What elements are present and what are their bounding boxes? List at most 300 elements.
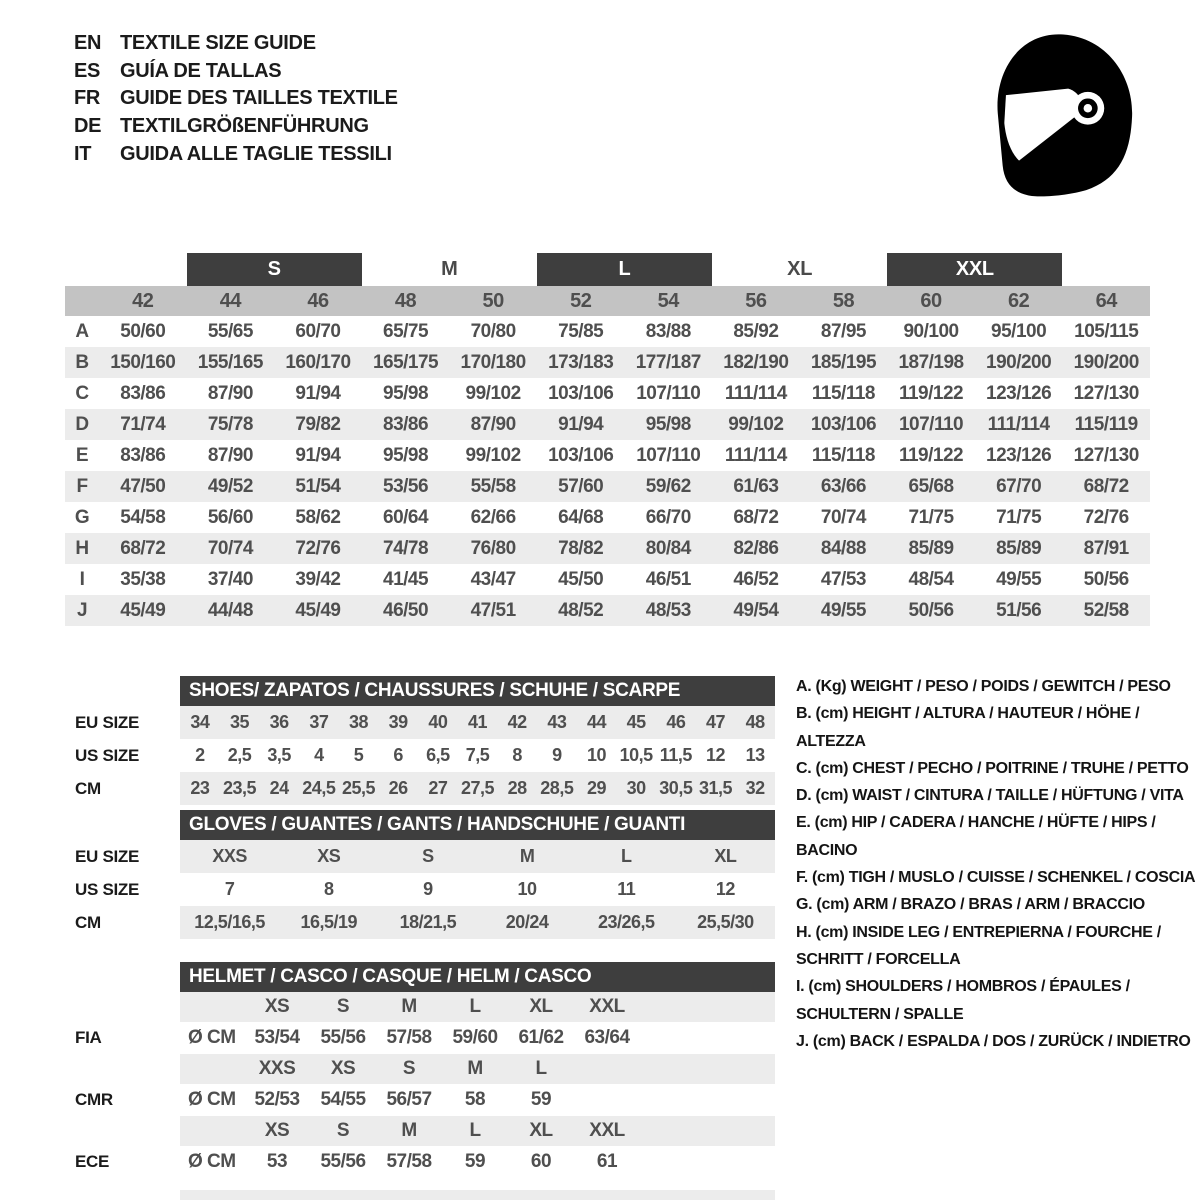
- helmet-size-header: XXS: [244, 1054, 310, 1084]
- shoes-cell: 24,5: [299, 772, 339, 805]
- numeric-size-header: 64: [1062, 286, 1150, 316]
- size-value-cell: 54/58: [120, 506, 166, 528]
- measure-row-label: H: [65, 533, 99, 564]
- helmet-size-header: XL: [508, 1116, 574, 1146]
- size-value-cell: 63/66: [800, 471, 888, 502]
- language-label: TEXTILE SIZE GUIDE: [120, 32, 316, 55]
- size-value-cell: 67/70: [975, 471, 1063, 502]
- size-value-cell: 64/68: [558, 506, 604, 528]
- helmet-size-header: L: [442, 992, 508, 1022]
- size-value-cell: 49/55: [800, 595, 888, 626]
- size-value-cell: 95/98: [383, 382, 429, 404]
- shoes-cell: 46: [656, 706, 696, 739]
- shoes-cell: 28: [497, 772, 537, 805]
- gloves-cell: 8: [323, 879, 334, 899]
- measurement-legend: [796, 673, 1196, 1055]
- helmet-value-cell: 61/62: [518, 1027, 564, 1048]
- size-value-cell: 187/198: [887, 347, 975, 378]
- language-row: [74, 113, 398, 141]
- measure-row-label: C: [75, 382, 89, 404]
- gloves-cell: S: [378, 840, 477, 873]
- shoes-cell: 9: [552, 745, 562, 765]
- letter-size-band: S: [187, 253, 362, 286]
- size-value-cell: 60/70: [295, 320, 341, 342]
- size-value-cell: 71/75: [996, 506, 1042, 528]
- size-value-cell: 58/62: [295, 506, 341, 528]
- shoes-cell: 45: [616, 706, 656, 739]
- language-label: GUIDA ALLE TAGLIE TESSILI: [120, 142, 392, 165]
- size-value-cell: 173/183: [537, 347, 625, 378]
- size-value-cell: 47/51: [449, 595, 537, 626]
- numeric-size-header: 46: [274, 286, 362, 316]
- size-value-cell: 87/95: [820, 320, 866, 342]
- size-value-cell: 99/102: [712, 409, 800, 440]
- helmet-grid: [180, 992, 775, 1178]
- gloves-cell: 18/21,5: [378, 906, 477, 939]
- size-value-cell: 51/56: [975, 595, 1063, 626]
- shoes-cell: 4: [314, 745, 324, 765]
- shoes-row-label: US SIZE: [75, 745, 140, 765]
- gloves-grid: [180, 840, 775, 939]
- legend-item: J. (cm) BACK / ESPALDA / DOS / ZURÜCK / INDIETRO: [796, 1032, 1191, 1050]
- shoes-row-label: EU SIZE: [75, 712, 140, 732]
- shoes-cell: 47: [696, 706, 736, 739]
- size-value-cell: 87/90: [207, 382, 253, 404]
- size-value-cell: 70/74: [187, 533, 275, 564]
- size-value-cell: 123/126: [986, 382, 1052, 404]
- size-value-cell: 70/74: [820, 506, 866, 528]
- size-value-cell: 74/78: [362, 533, 450, 564]
- size-value-cell: 52/58: [1062, 595, 1150, 626]
- numeric-size-header: 60: [887, 286, 975, 316]
- numeric-header-spacer: [65, 286, 99, 316]
- shoes-cell: 41: [458, 706, 498, 739]
- shoes-cell: 7,5: [465, 745, 490, 765]
- size-value-cell: 37/40: [207, 568, 253, 590]
- shoes-cell: 6: [393, 745, 403, 765]
- gloves-cell: 12,5/16,5: [180, 906, 279, 939]
- gloves-cell: 16,5/19: [279, 906, 378, 939]
- helmet-size-header: S: [376, 1054, 442, 1084]
- helmet-value-cell: 60: [530, 1151, 552, 1172]
- size-value-cell: 47/53: [820, 568, 866, 590]
- size-value-cell: 72/76: [1083, 506, 1129, 528]
- size-value-cell: 78/82: [537, 533, 625, 564]
- size-value-cell: 44/48: [187, 595, 275, 626]
- language-label: GUÍA DE TALLAS: [120, 59, 282, 82]
- size-value-cell: 119/122: [898, 382, 964, 404]
- shoes-cell: 40: [418, 706, 458, 739]
- size-value-cell: 170/180: [449, 347, 537, 378]
- shoes-cell: 32: [735, 772, 775, 805]
- helmet-value-cell: 56/57: [386, 1089, 432, 1110]
- gloves-cell: 11: [617, 879, 636, 899]
- shoes-cell: 42: [497, 706, 537, 739]
- language-list: [74, 30, 398, 168]
- size-value-cell: 95/100: [991, 320, 1047, 342]
- size-value-cell: 119/122: [898, 444, 964, 466]
- size-value-cell: 80/84: [625, 533, 713, 564]
- size-value-cell: 48/53: [625, 595, 713, 626]
- numeric-size-header: 62: [975, 286, 1063, 316]
- measure-row-label: I: [79, 568, 85, 590]
- gloves-cell: 10: [517, 879, 537, 899]
- size-value-cell: 115/118: [811, 444, 875, 466]
- language-label: TEXTILGRÖßENFÜHRUNG: [120, 115, 369, 138]
- shoes-cell: 2,5: [227, 745, 252, 765]
- shoes-cell: 36: [259, 706, 299, 739]
- size-value-cell: 182/190: [712, 347, 800, 378]
- numeric-size-header: 58: [800, 286, 888, 316]
- size-value-cell: 155/165: [187, 347, 275, 378]
- gloves-cell: 25,5/30: [676, 906, 775, 939]
- helmet-size-header: XXL: [574, 992, 640, 1022]
- numeric-size-header: 50: [449, 286, 537, 316]
- shoes-row-label: CM: [75, 778, 101, 798]
- size-value-cell: 123/126: [986, 444, 1052, 466]
- size-value-cell: 160/170: [274, 347, 362, 378]
- language-code: IT: [74, 142, 92, 165]
- size-value-cell: 68/72: [733, 506, 779, 528]
- language-row: [74, 140, 398, 168]
- size-value-cell: 39/42: [295, 568, 341, 590]
- size-value-cell: 95/98: [625, 409, 713, 440]
- gloves-cell: 12: [715, 879, 735, 899]
- size-value-cell: 91/94: [295, 444, 341, 466]
- size-value-cell: 65/75: [383, 320, 429, 342]
- size-value-cell: 48/52: [537, 595, 625, 626]
- numeric-size-header: 44: [187, 286, 275, 316]
- letter-size-band: L: [537, 253, 712, 286]
- shoes-cell: 10: [586, 745, 606, 765]
- size-value-cell: 85/89: [975, 533, 1063, 564]
- language-row: [74, 30, 398, 58]
- size-value-cell: 55/58: [449, 471, 537, 502]
- legend-item: F. (cm) TIGH / MUSLO / CUISSE / SCHENKEL / COSCIA: [796, 869, 1196, 887]
- size-value-cell: 49/54: [712, 595, 800, 626]
- size-value-cell: 82/86: [712, 533, 800, 564]
- size-value-cell: 127/130: [1073, 382, 1139, 404]
- size-value-cell: 91/94: [295, 382, 341, 404]
- language-code: FR: [74, 87, 101, 110]
- helmet-size-header: S: [310, 992, 376, 1022]
- helmet-size-header: XS: [244, 992, 310, 1022]
- helmet-standard-label: FIA: [75, 1028, 102, 1047]
- size-value-cell: 53/56: [362, 471, 450, 502]
- size-value-cell: 99/102: [465, 382, 521, 404]
- size-value-cell: 61/63: [712, 471, 800, 502]
- legend-item: C. (cm) CHEST / PECHO / POITRINE / TRUHE / PETTO: [796, 759, 1189, 777]
- size-value-cell: 60/64: [383, 506, 429, 528]
- shoes-cell: 6,5: [426, 745, 450, 765]
- shoes-cell: 39: [378, 706, 418, 739]
- helmet-size-header: [574, 1054, 640, 1084]
- size-value-cell: 49/52: [187, 471, 275, 502]
- shoes-cell: 13: [745, 745, 765, 765]
- shoes-cell: 25,5: [339, 772, 379, 805]
- size-value-cell: 45/49: [99, 595, 187, 626]
- helmet-standard-label: CMR: [75, 1090, 113, 1109]
- shoes-cell: 30: [616, 772, 656, 805]
- language-label: GUIDE DES TAILLES TEXTILE: [120, 87, 398, 110]
- letter-size-band: XXL: [887, 253, 1062, 286]
- gloves-cell: XS: [279, 840, 378, 873]
- size-value-cell: 50/56: [887, 595, 975, 626]
- size-value-cell: 70/80: [470, 320, 516, 342]
- shoes-grid: [180, 706, 775, 805]
- helmet-value-cell: 59: [464, 1151, 486, 1172]
- shoes-row-labels: [65, 676, 180, 805]
- shoes-cell: 44: [577, 706, 617, 739]
- measure-row-label: B: [65, 347, 99, 378]
- helmet-size-header: XXL: [574, 1116, 640, 1146]
- size-value-cell: 165/175: [362, 347, 450, 378]
- gloves-cell: 20/24: [477, 906, 576, 939]
- helmet-value-filler: [640, 1084, 775, 1116]
- size-value-cell: 84/88: [800, 533, 888, 564]
- helmet-value-cell: 54/55: [320, 1089, 366, 1110]
- size-value-cell: 107/110: [887, 409, 975, 440]
- language-code: DE: [74, 115, 102, 138]
- shoes-cell: 23: [180, 772, 220, 805]
- helmet-value-cell: 55/56: [320, 1027, 366, 1048]
- shoes-cell: 10,5: [619, 745, 653, 765]
- shoes-cell: 48: [735, 706, 775, 739]
- helmet-value-cell: 61: [596, 1151, 618, 1172]
- shoes-cell: 11,5: [659, 745, 692, 765]
- shoes-cell: 12: [705, 745, 725, 765]
- helmet-value-cell: 53: [266, 1151, 288, 1172]
- gloves-cell: L: [577, 840, 676, 873]
- helmet-value-cell: 58: [464, 1089, 486, 1110]
- measure-row-label: A: [75, 320, 89, 342]
- shoes-label-spacer: [65, 676, 180, 706]
- measure-row-label: D: [65, 409, 99, 440]
- size-value-cell: 150/160: [99, 347, 187, 378]
- size-value-cell: 59/62: [625, 471, 713, 502]
- size-value-cell: 35/38: [120, 568, 166, 590]
- size-value-cell: 83/86: [120, 382, 166, 404]
- helmet-value-cell: 59/60: [452, 1027, 498, 1048]
- size-value-cell: 55/65: [207, 320, 253, 342]
- size-value-cell: 105/115: [1074, 320, 1139, 342]
- shoes-cell: 5: [353, 745, 364, 765]
- helmet-size-header: L: [508, 1054, 574, 1084]
- helmet-size-header: S: [310, 1116, 376, 1146]
- helmet-standard-label: ECE: [75, 1152, 110, 1171]
- size-value-cell: 177/187: [625, 347, 713, 378]
- size-value-cell: 62/66: [470, 506, 516, 528]
- helmet-size-header: M: [376, 992, 442, 1022]
- size-value-cell: 83/88: [645, 320, 691, 342]
- helmet-title: HELMET / CASCO / CASQUE / HELM / CASCO: [180, 962, 775, 992]
- size-value-cell: 115/119: [1062, 409, 1150, 440]
- size-value-cell: 83/86: [362, 409, 450, 440]
- helmet-unit-cell: Ø CM: [188, 1089, 236, 1110]
- size-value-cell: 190/200: [975, 347, 1063, 378]
- size-value-cell: 76/80: [449, 533, 537, 564]
- numeric-size-header: 42: [99, 286, 187, 316]
- legend-item: D. (cm) WAIST / CINTURA / TAILLE / HÜFTUNG / VITA: [796, 787, 1184, 805]
- size-value-cell: 43/47: [470, 568, 516, 590]
- size-value-cell: 71/75: [908, 506, 954, 528]
- size-value-cell: 87/91: [1062, 533, 1150, 564]
- helmet-value-cell: 57/58: [386, 1027, 432, 1048]
- size-value-cell: 50/60: [120, 320, 166, 342]
- size-value-cell: 68/72: [99, 533, 187, 564]
- language-row: [74, 85, 398, 113]
- size-value-cell: 85/89: [887, 533, 975, 564]
- shoes-cell: 8: [512, 745, 522, 765]
- letter-size-band: XL: [787, 258, 813, 280]
- size-value-cell: 51/54: [274, 471, 362, 502]
- legend-item: E. (cm) HIP / CADERA / HANCHE / HÜFTE / HIPS / BACINO: [796, 814, 1156, 859]
- size-value-cell: 111/114: [975, 409, 1063, 440]
- helmet-value-cell: 53/54: [254, 1027, 300, 1048]
- size-value-cell: 45/50: [558, 568, 604, 590]
- helmet-value-filler: [640, 1146, 775, 1178]
- size-value-cell: 79/82: [274, 409, 362, 440]
- size-value-cell: 72/76: [274, 533, 362, 564]
- size-value-cell: 103/106: [800, 409, 888, 440]
- helmet-size-header: L: [442, 1116, 508, 1146]
- legend-item: H. (cm) INSIDE LEG / ENTREPIERNA / FOURCHE / SCHRITT / FORCELLA: [796, 923, 1161, 968]
- helmet-value-cell: [574, 1084, 640, 1116]
- helmet-unit-cell: Ø CM: [188, 1151, 236, 1172]
- helmet-size-spacer: [180, 992, 244, 1022]
- helmet-value-cell: 52/53: [254, 1089, 300, 1110]
- size-value-cell: 71/74: [99, 409, 187, 440]
- shoes-cell: 27,5: [458, 772, 498, 805]
- legend-item: G. (cm) ARM / BRAZO / BRAS / ARM / BRACCIO: [796, 896, 1145, 914]
- gloves-row-label: US SIZE: [75, 879, 140, 899]
- helmet-value-cell: 59: [530, 1089, 552, 1110]
- size-value-cell: 49/55: [996, 568, 1042, 590]
- size-value-cell: 107/110: [636, 444, 701, 466]
- gloves-label-spacer: [65, 810, 180, 840]
- measure-row-label: E: [75, 444, 89, 466]
- size-value-cell: 127/130: [1073, 444, 1139, 466]
- legend-item: A. (Kg) WEIGHT / PESO / POIDS / GEWITCH / PESO: [796, 678, 1171, 695]
- helmet-size-spacer: [180, 1116, 244, 1146]
- shoes-cell: 28,5: [537, 772, 577, 805]
- gloves-cell: 23/26,5: [577, 906, 676, 939]
- size-value-cell: 85/92: [733, 320, 779, 342]
- size-value-cell: 50/56: [1083, 568, 1129, 590]
- size-value-cell: 66/70: [645, 506, 691, 528]
- shoes-cell: 23,5: [220, 772, 260, 805]
- band-spacer: [65, 253, 187, 286]
- gloves-row-label: EU SIZE: [75, 846, 140, 866]
- size-value-cell: 46/52: [733, 568, 779, 590]
- helmet-size-header: XS: [310, 1054, 376, 1084]
- band-spacer: [1062, 253, 1150, 286]
- size-value-cell: 111/114: [724, 382, 787, 404]
- measure-row-label: F: [65, 471, 99, 502]
- shoes-cell: 37: [299, 706, 339, 739]
- helmet-value-filler: [640, 1022, 775, 1054]
- gloves-row-labels: [65, 810, 180, 939]
- numeric-size-header: 48: [362, 286, 450, 316]
- size-value-cell: 75/85: [558, 320, 604, 342]
- size-value-cell: 75/78: [187, 409, 275, 440]
- size-value-cell: 47/50: [99, 471, 187, 502]
- numeric-size-header: 54: [625, 286, 713, 316]
- size-value-cell: 46/51: [645, 568, 691, 590]
- measure-row-label: G: [74, 506, 90, 528]
- size-value-cell: 91/94: [537, 409, 625, 440]
- size-value-cell: 115/118: [811, 382, 875, 404]
- helmet-value-cell: 63/64: [584, 1027, 630, 1048]
- size-value-cell: 99/102: [465, 444, 521, 466]
- helmet-size-filler: [640, 992, 775, 1022]
- size-value-cell: 68/72: [1062, 471, 1150, 502]
- gloves-cell: XL: [676, 840, 775, 873]
- helmet-size-header: XS: [244, 1116, 310, 1146]
- legend-item: B. (cm) HEIGHT / ALTURA / HAUTEUR / HÖHE / ALTEZZA: [796, 705, 1140, 750]
- helmet-value-cell: 57/58: [386, 1151, 432, 1172]
- size-value-cell: 185/195: [800, 347, 888, 378]
- shoes-cell: 26: [378, 772, 418, 805]
- shoes-cell: 2: [195, 745, 205, 765]
- helmet-size-header: M: [442, 1054, 508, 1084]
- shoes-cell: 34: [180, 706, 220, 739]
- size-value-cell: 103/106: [548, 382, 614, 404]
- language-code: EN: [74, 32, 102, 55]
- size-value-cell: 190/200: [1062, 347, 1150, 378]
- numeric-size-header: 52: [537, 286, 625, 316]
- size-value-cell: 90/100: [903, 320, 959, 342]
- helmet-section: [65, 962, 775, 1178]
- gloves-cell: XXS: [180, 840, 279, 873]
- helmet-size-filler: [640, 1054, 775, 1084]
- helmet-value-cell: 55/56: [320, 1151, 366, 1172]
- helmet-size-header: M: [376, 1116, 442, 1146]
- gloves-row-label: CM: [75, 912, 101, 932]
- size-value-cell: 95/98: [383, 444, 429, 466]
- size-value-cell: 87/90: [449, 409, 537, 440]
- size-value-cell: 41/45: [383, 568, 429, 590]
- gloves-title: GLOVES / GUANTES / GANTS / HANDSCHUHE / GUANTI: [180, 810, 775, 840]
- size-value-cell: 56/60: [207, 506, 253, 528]
- size-value-cell: 103/106: [548, 444, 614, 466]
- helmet-size-filler: [640, 1116, 775, 1146]
- gloves-section: [65, 810, 775, 939]
- helmet-unit-cell: Ø CM: [188, 1027, 236, 1048]
- shoes-cell: 43: [537, 706, 577, 739]
- helmet-size-spacer: [180, 1054, 244, 1084]
- size-value-cell: 111/114: [724, 444, 787, 466]
- size-value-cell: 83/86: [120, 444, 166, 466]
- shoes-cell: 27: [418, 772, 458, 805]
- size-value-cell: 65/68: [887, 471, 975, 502]
- shoes-cell: 31,5: [696, 772, 736, 805]
- gloves-cell: M: [477, 840, 576, 873]
- main-size-table: [65, 253, 1150, 626]
- helmet-row-labels: [65, 962, 180, 1178]
- gloves-cell: 7: [224, 879, 235, 899]
- size-value-cell: 87/90: [207, 444, 253, 466]
- measure-row-label: J: [65, 595, 99, 626]
- cropped-row-strip: [180, 1190, 775, 1200]
- shoes-section: [65, 676, 775, 805]
- shoes-cell: 3,5: [267, 745, 291, 765]
- shoes-cell: 38: [339, 706, 379, 739]
- size-value-cell: 46/50: [362, 595, 450, 626]
- language-row: [74, 58, 398, 86]
- shoes-cell: 30,5: [656, 772, 696, 805]
- racing-helmet-icon: [978, 28, 1142, 200]
